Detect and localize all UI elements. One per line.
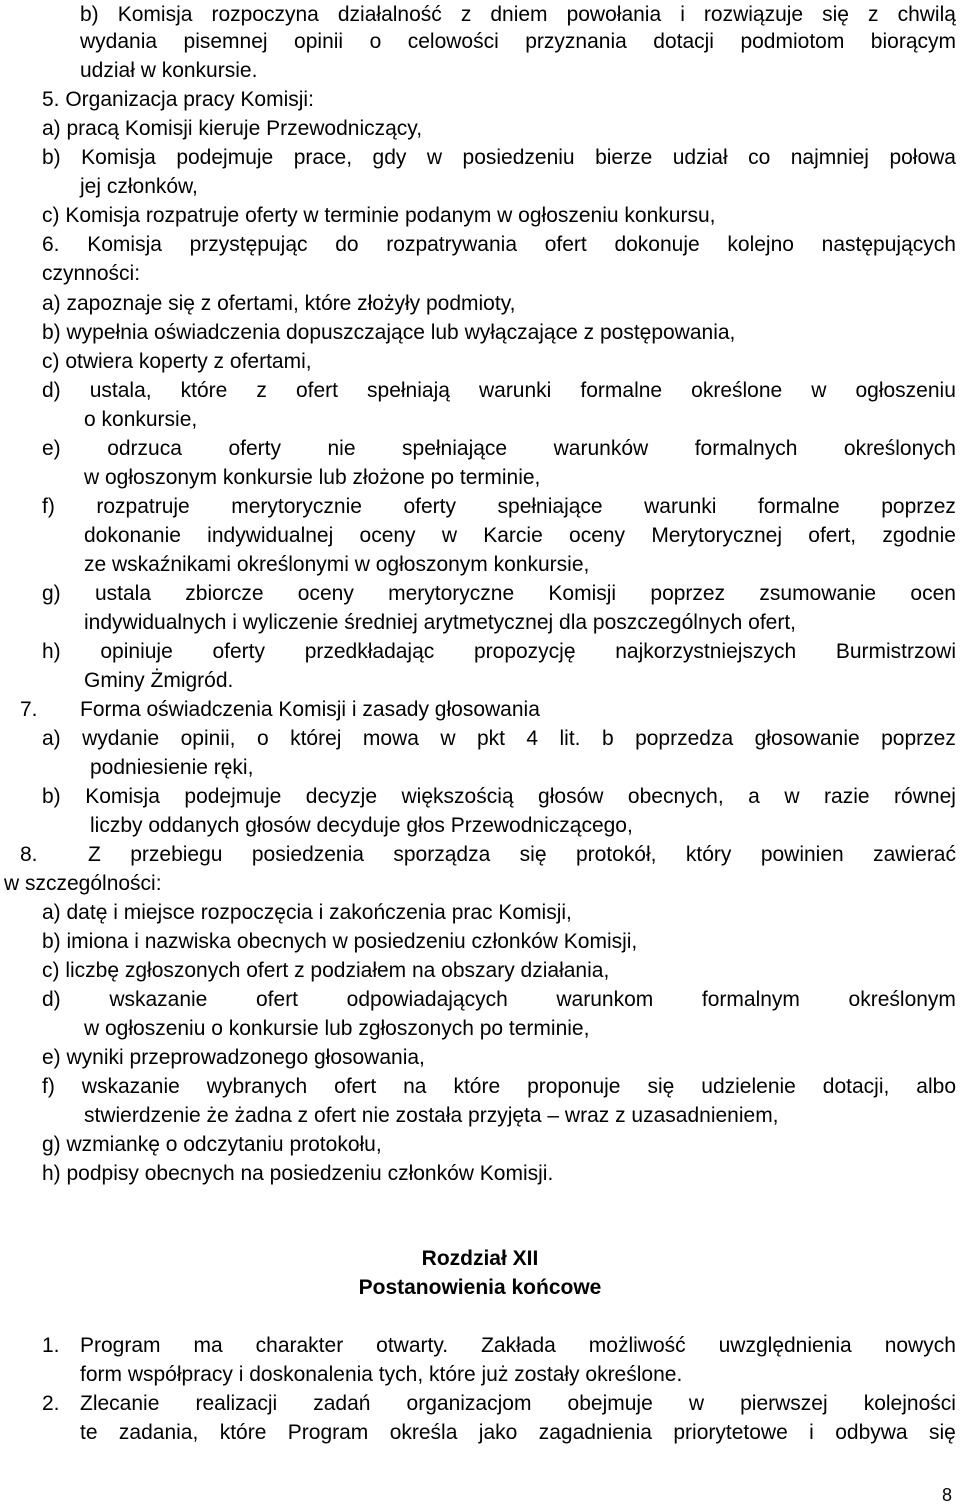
word: wydanie [82, 727, 160, 750]
word: opinii [294, 30, 344, 53]
word: większością [401, 785, 514, 808]
word: się [647, 1075, 675, 1098]
word: realizacji [195, 1392, 278, 1415]
word: zsumowanie [759, 582, 877, 605]
word: b [601, 727, 614, 750]
word: rozpoczyna [211, 3, 319, 26]
word: z [256, 379, 267, 402]
word: formalnych [694, 437, 798, 460]
word: udział [672, 146, 728, 169]
text-line: h) podpisy obecnych na posiedzeniu członków Komisji. [42, 1162, 554, 1185]
word: prace, [293, 146, 353, 169]
word: charakter [255, 1334, 344, 1357]
word: Z [88, 843, 101, 866]
word: i [809, 1421, 814, 1444]
word: określonym [848, 988, 956, 1011]
word: oferty [212, 640, 265, 663]
word: które [180, 379, 228, 402]
word: formalne [580, 379, 663, 402]
word: lit. [559, 727, 581, 750]
word: zadań [313, 1392, 371, 1415]
word: podejmuje [176, 146, 274, 169]
word: obejmuje [567, 1392, 653, 1415]
text-line: form współpracy i doskonalenia tych, które już zostały określone. [80, 1363, 683, 1386]
word: 4 [526, 727, 539, 750]
text-line: stwierdzenie że żadna z ofert nie została przyjęta – wraz z uzasadnieniem, [84, 1104, 779, 1127]
text-line: w ogłoszeniu o konkursie lub zgłoszonych po terminie, [84, 1017, 590, 1040]
word: te [80, 1421, 98, 1444]
text-line: c) Komisja rozpatruje oferty w terminie podanym w ogłoszeniu konkursu, [42, 204, 716, 227]
word: ogłoszeniu [855, 379, 956, 402]
text-line [42, 724, 956, 753]
word: pkt [476, 727, 505, 750]
word: przystępując [189, 233, 308, 256]
section-7-heading: Forma oświadczenia Komisji i zasady głosowania [80, 698, 540, 721]
word: gdy [372, 146, 407, 169]
word: w [426, 146, 443, 169]
word: merytorycznie [231, 495, 362, 518]
word: co [748, 146, 771, 169]
word: nowych [884, 1334, 956, 1357]
word: powołania [566, 3, 662, 26]
word: się [822, 3, 849, 26]
text-line [42, 492, 956, 521]
word: połowa [889, 146, 956, 169]
word: proponuje [527, 1075, 621, 1098]
text-line [42, 434, 956, 463]
word: oferty [228, 437, 281, 460]
word: organizacjom [406, 1392, 532, 1415]
word: zgodnie [882, 524, 956, 547]
text-line [80, 1418, 956, 1447]
word: b) [42, 146, 61, 169]
word: zawierać [873, 843, 956, 866]
word: f) [42, 1075, 55, 1098]
word: Program [287, 1421, 369, 1444]
word: f) [42, 495, 55, 518]
word: pierwszej [740, 1392, 828, 1415]
word: się [929, 1421, 956, 1444]
word: dotacji [653, 30, 714, 53]
word: oceny [297, 582, 354, 605]
text-line [80, 1331, 956, 1360]
word: Komisji [548, 582, 617, 605]
word: który [685, 843, 732, 866]
word: celowości [407, 30, 499, 53]
word: oferty [403, 495, 456, 518]
word: określonych [843, 437, 956, 460]
word: e) [42, 437, 61, 460]
word: przebiegu [130, 843, 223, 866]
section-7-number: 7. [20, 698, 38, 721]
text-line: a) pracą Komisji kieruje Przewodniczący, [42, 117, 423, 140]
word: Zlecanie [80, 1392, 160, 1415]
word: Komisja [117, 3, 193, 26]
word: określa [389, 1421, 458, 1444]
word: b) [80, 3, 99, 26]
text-line [42, 579, 956, 608]
text-line: Gminy Żmigród. [84, 669, 234, 692]
word: Komisja [85, 785, 160, 808]
word: zagadnienia [538, 1421, 652, 1444]
word: merytoryczne [388, 582, 515, 605]
word: możliwość [588, 1334, 686, 1357]
section-8-number: 8. [20, 843, 38, 866]
word: posiedzenia [251, 843, 364, 866]
word: priorytetowe [673, 1421, 788, 1444]
text-line: czynności: [42, 262, 141, 285]
word: w [811, 379, 827, 402]
word: ma [193, 1334, 223, 1357]
word: Karcie [483, 524, 543, 547]
word: określone [691, 379, 783, 402]
word: warunków [553, 437, 649, 460]
word: mowa [362, 727, 419, 750]
word: następujących [821, 233, 956, 256]
word: Merytorycznej [651, 524, 783, 547]
word: indywidualnej [207, 524, 334, 547]
word: odbywa [835, 1421, 908, 1444]
word: odrzuca [107, 437, 182, 460]
word: formalnym [701, 988, 800, 1011]
word: obecnych, [627, 785, 724, 808]
word: z [868, 3, 879, 26]
word: g) [42, 582, 61, 605]
word: Program [80, 1334, 161, 1357]
word: a) [42, 727, 61, 750]
word: spełniające [497, 495, 603, 518]
word: i [680, 3, 685, 26]
text-line [80, 27, 956, 56]
section-8-heading [88, 840, 956, 869]
word: które [219, 1421, 267, 1444]
word: spełniają [367, 379, 450, 402]
word: d) [42, 988, 61, 1011]
word: działalność [337, 3, 442, 26]
word: dokonanie [84, 524, 181, 547]
page-number: 8 [942, 1485, 953, 1505]
section-5-heading: 5. Organizacja pracy Komisji: [42, 88, 314, 111]
text-line: udział w konkursie. [80, 59, 258, 82]
text-line [80, 0, 956, 29]
word: w [784, 785, 800, 808]
word: ustala, [89, 379, 152, 402]
text-line: o konkursie, [84, 408, 198, 431]
text-line [42, 1072, 956, 1101]
word: jako [478, 1421, 518, 1444]
text-line: jej członków, [80, 175, 198, 198]
word: spełniające [402, 437, 508, 460]
text-line: b) wypełnia oświadczenia dopuszczające lub wyłączające z postępowania, [42, 321, 736, 344]
text-line: a) zapoznaje się z ofertami, które złożyły podmioty, [42, 292, 516, 315]
word: posiedzeniu [462, 146, 575, 169]
text-line: podniesienie ręki, [90, 756, 254, 779]
word: sporządza [393, 843, 491, 866]
word: zadania, [118, 1421, 199, 1444]
word: opiniuje [100, 640, 173, 663]
word: chwilą [897, 3, 956, 26]
text-line: b) imiona i nazwiska obecnych w posiedzeniu członków Komisji, [42, 930, 638, 953]
text-line [80, 1389, 956, 1418]
word: protokół, [575, 843, 657, 866]
word: warunki [644, 495, 717, 518]
text-line: w ogłoszonym konkursie lub złożone po terminie, [84, 466, 541, 489]
word: Komisja [87, 233, 162, 256]
word: poprzez [881, 495, 956, 518]
word: poprzedza [635, 727, 734, 750]
word: dotacji, [822, 1075, 890, 1098]
text-line [42, 782, 956, 811]
word: d) [42, 379, 61, 402]
word: propozycję [473, 640, 576, 663]
word: Burmistrzowi [835, 640, 956, 663]
word: w [441, 524, 457, 547]
word: 6. [42, 233, 60, 256]
word: otwarty. [376, 1334, 449, 1357]
word: ofert [256, 988, 299, 1011]
word: wskazanie [81, 1075, 180, 1098]
word: oceny [569, 524, 626, 547]
word: ocen [910, 582, 956, 605]
word: głosowanie [754, 727, 860, 750]
text-line: e) wyniki przeprowadzonego głosowania, [42, 1046, 425, 1069]
chapter-title: Postanowienia końcowe [358, 1276, 602, 1299]
word: albo [916, 1075, 956, 1098]
word: rozwiązuje [703, 3, 804, 26]
word: rozpatrywania [386, 233, 518, 256]
word: głosów [538, 785, 604, 808]
text-line [84, 521, 956, 550]
word: w [688, 1392, 705, 1415]
list-number-1: 1. [42, 1334, 60, 1357]
text-line: ze wskaźnikami określonymi w ogłoszonym konkursie, [84, 553, 590, 576]
word: o [256, 727, 269, 750]
word: decyzje [305, 785, 377, 808]
word: do [335, 233, 359, 256]
word: o [369, 30, 382, 53]
text-line: w szczególności: [4, 872, 162, 895]
word: razie [824, 785, 870, 808]
text-line [42, 143, 956, 172]
word: zbiorcze [185, 582, 264, 605]
word: wydania [80, 30, 158, 53]
word: ofert, [808, 524, 857, 547]
word: h) [42, 640, 61, 663]
section-6-heading [42, 230, 956, 259]
word: podejmuje [184, 785, 282, 808]
text-line [42, 376, 956, 405]
word: na [403, 1075, 427, 1098]
text-line: indywidualnych i wyliczenie średniej arytmetycznej dla poszczególnych ofert, [84, 611, 797, 634]
word: udzielenie [701, 1075, 796, 1098]
word: podmiotom [740, 30, 845, 53]
word: dokonuje [614, 233, 700, 256]
word: odpowiadających [346, 988, 508, 1011]
text-line [42, 637, 956, 666]
word: ofert [334, 1075, 377, 1098]
word: ustala [94, 582, 152, 605]
word: wskazanie [109, 988, 208, 1011]
text-line: c) otwiera koperty z ofertami, [42, 350, 312, 373]
word: wybranych [206, 1075, 308, 1098]
word: kolejności [863, 1392, 956, 1415]
word: pisemnej [183, 30, 268, 53]
word: powinien [760, 843, 844, 866]
word: ofert [544, 233, 587, 256]
word: się [519, 843, 547, 866]
word: które [453, 1075, 501, 1098]
word: poprzez [650, 582, 726, 605]
word: Zakłada [481, 1334, 556, 1357]
word: uwzględnienia [718, 1334, 852, 1357]
text-line: c) liczbę zgłoszonych ofert z podziałem na obszary działania, [42, 959, 610, 982]
word: biorącym [870, 30, 956, 53]
word: przyznania [525, 30, 627, 53]
text-line: liczby oddanych głosów decyduje głos Przewodniczącego, [90, 814, 633, 837]
word: a [748, 785, 760, 808]
word: oceny [359, 524, 416, 547]
chapter-number: Rozdział XII [421, 1247, 539, 1270]
word: rozpatruje [96, 495, 190, 518]
word: warunkom [556, 988, 654, 1011]
word: ofert [295, 379, 338, 402]
word: formalne [758, 495, 840, 518]
list-number-2: 2. [42, 1392, 60, 1415]
text-line [42, 985, 956, 1014]
word: najkorzystniejszych [615, 640, 797, 663]
word: nie [327, 437, 356, 460]
word: dniem [490, 3, 548, 26]
word: poprzez [881, 727, 956, 750]
word: z [460, 3, 472, 26]
word: b) [42, 785, 61, 808]
text-line: g) wzmiankę o odczytaniu protokołu, [42, 1133, 382, 1156]
text-line: a) datę i miejsce rozpoczęcia i zakończenia prac Komisji, [42, 901, 572, 924]
word: przedkładając [304, 640, 435, 663]
word: równej [894, 785, 956, 808]
word: której [290, 727, 342, 750]
word: kolejno [727, 233, 794, 256]
word: warunki [478, 379, 552, 402]
word: w [440, 727, 456, 750]
word: najmniej [790, 146, 869, 169]
word: Komisja [81, 146, 156, 169]
word: bierze [595, 146, 653, 169]
word: opinii, [180, 727, 236, 750]
